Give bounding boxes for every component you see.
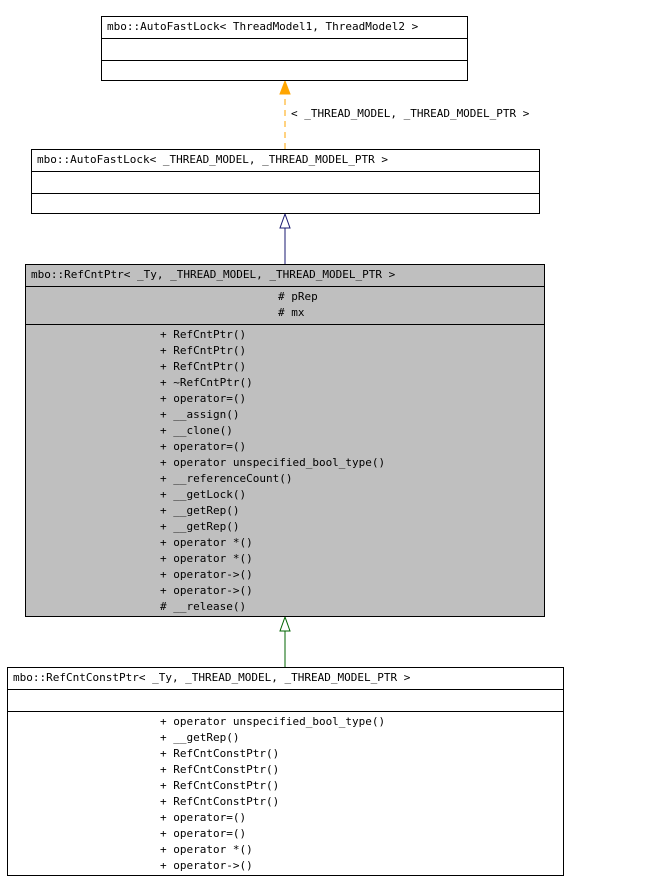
class-box-autofastlock-instance[interactable]	[31, 149, 540, 214]
method-item: + ~RefCntPtr()	[160, 376, 253, 389]
method-item: + RefCntConstPtr()	[160, 795, 280, 808]
method-item: + operator unspecified_bool_type()	[160, 456, 386, 469]
method-item: + RefCntConstPtr()	[160, 779, 280, 792]
class-title: mbo::AutoFastLock< _THREAD_MODEL, _THREAD_MODEL_PTR >	[32, 150, 539, 172]
method-item: + __referenceCount()	[160, 472, 293, 485]
method-item: + operator=()	[160, 440, 247, 453]
methods-section	[32, 193, 539, 214]
method-item: + operator *()	[160, 536, 253, 549]
attributes-section	[26, 287, 544, 324]
class-title: mbo::RefCntPtr< _Ty, _THREAD_MODEL, _THREAD_MODEL_PTR >	[26, 265, 544, 287]
method-item: + __getRep()	[160, 520, 240, 533]
method-item: + RefCntPtr()	[160, 360, 247, 373]
class-title: mbo::RefCntConstPtr< _Ty, _THREAD_MODEL, _THREAD_MODEL_PTR >	[8, 668, 563, 690]
method-item: + operator *()	[160, 843, 253, 856]
methods-section	[8, 711, 563, 876]
methods-section	[102, 60, 467, 81]
method-item: # __release()	[160, 600, 247, 613]
method-item: + __getRep()	[160, 731, 240, 744]
method-item: + __getRep()	[160, 504, 240, 517]
method-item: + __assign()	[160, 408, 240, 421]
method-item: + __getLock()	[160, 488, 247, 501]
method-item: + RefCntPtr()	[160, 328, 247, 341]
method-item: + RefCntConstPtr()	[160, 747, 280, 760]
method-item: + operator->()	[160, 584, 253, 597]
class-box-autofastlock-template[interactable]	[101, 16, 468, 81]
template-binding-label: < _THREAD_MODEL, _THREAD_MODEL_PTR >	[291, 107, 530, 120]
method-item: + operator->()	[160, 859, 253, 872]
inheritance-arrowhead-refcntptr	[280, 214, 290, 228]
class-title: mbo::AutoFastLock< ThreadModel1, ThreadModel2 >	[102, 17, 467, 39]
class-box-refcntconstptr[interactable]	[7, 667, 564, 876]
attributes-section	[32, 172, 539, 193]
attributes-section	[102, 39, 467, 60]
template-binding-arrowhead	[280, 81, 290, 94]
method-item: + operator *()	[160, 552, 253, 565]
method-item: + RefCntPtr()	[160, 344, 247, 357]
method-item: + operator=()	[160, 811, 247, 824]
attributes-section	[8, 690, 563, 711]
attribute-item: # pRep	[278, 290, 318, 303]
method-item: + __clone()	[160, 424, 233, 437]
method-item: + operator->()	[160, 568, 253, 581]
class-box-refcntptr[interactable]	[25, 264, 545, 617]
methods-section	[26, 324, 544, 617]
method-item: + RefCntConstPtr()	[160, 763, 280, 776]
attribute-item: # mx	[278, 306, 305, 319]
method-item: + operator=()	[160, 392, 247, 405]
method-item: + operator=()	[160, 827, 247, 840]
method-item: + operator unspecified_bool_type()	[160, 715, 386, 728]
inheritance-arrowhead-refcntconstptr	[280, 617, 290, 631]
